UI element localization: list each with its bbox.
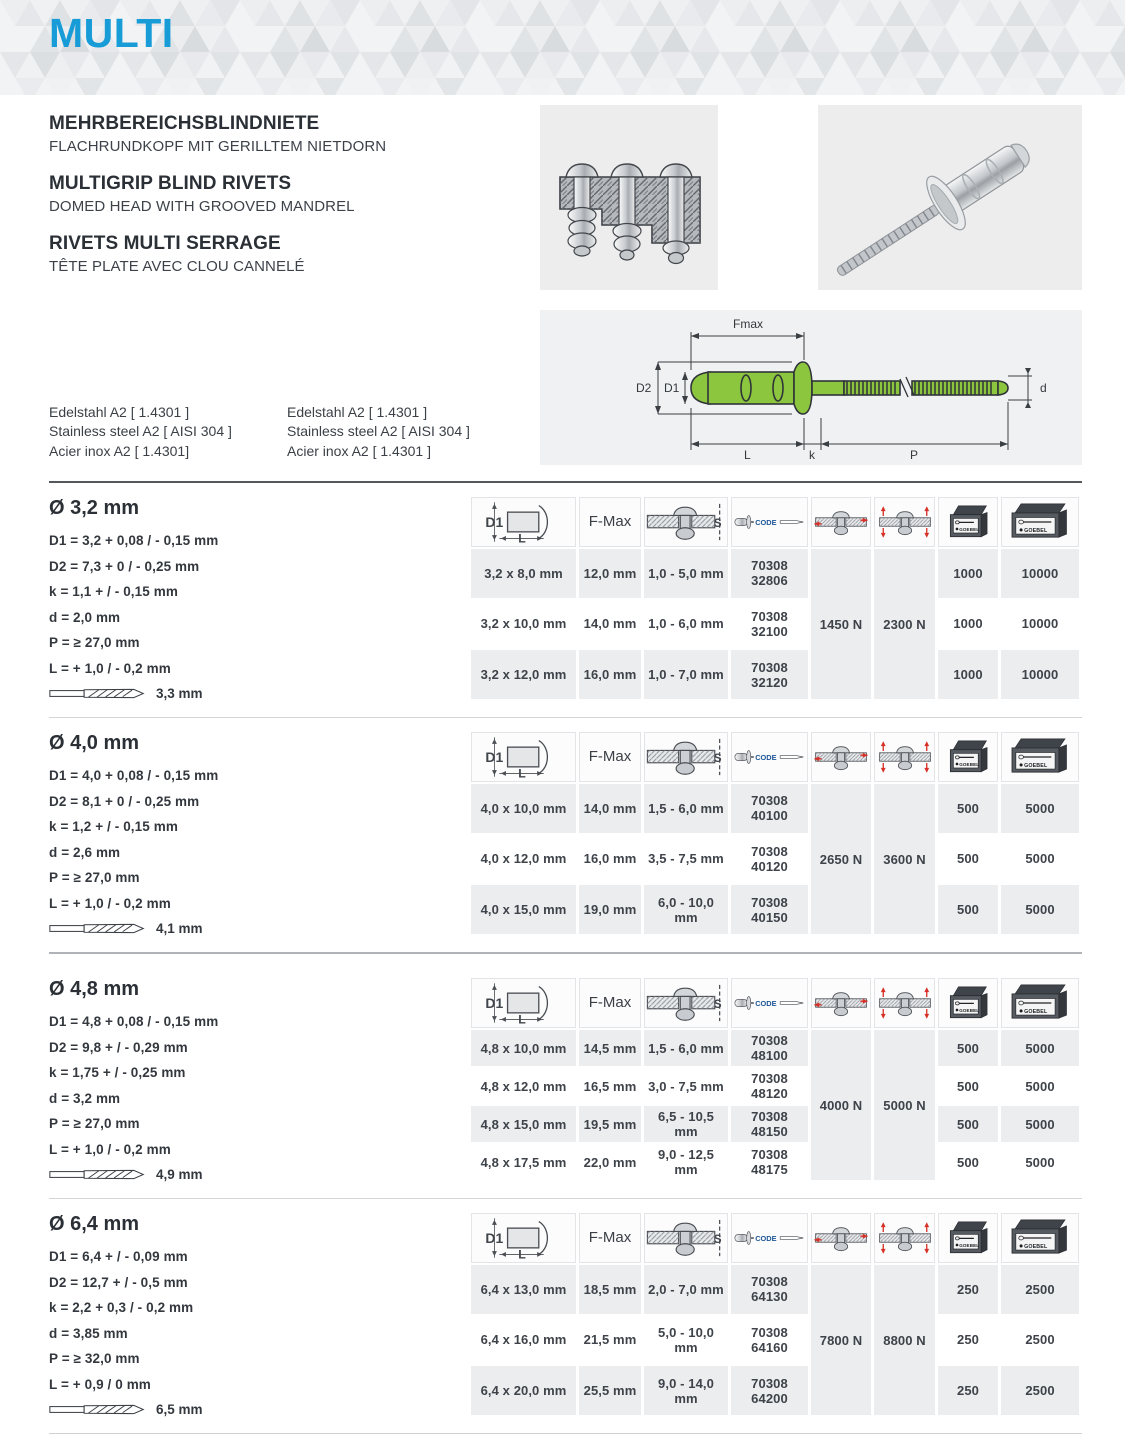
table-row: [471, 885, 1079, 934]
fmax-cell: 19,0 mm: [579, 885, 641, 934]
d2-label: D2: [636, 381, 652, 395]
fmax-cell: 14,0 mm: [579, 784, 641, 833]
spec-line: L = + 1,0 / - 0,2 mm: [49, 660, 171, 676]
material-line: Acier inox A2 [ 1.4301]: [49, 442, 190, 459]
heading-title: MEHRBEREICHSBLINDNIETE: [49, 113, 320, 134]
heading-german: [49, 113, 540, 155]
dimension-drawing: [540, 310, 1082, 465]
drill-size-line: [49, 921, 468, 936]
code-cell: 70308 48175: [731, 1144, 808, 1180]
material-specs: [49, 403, 540, 462]
grip-cell: 9,0 - 14,0 mm: [644, 1366, 728, 1415]
grip-cell: 1,5 - 6,0 mm: [644, 784, 728, 833]
product-image-multigrip: [540, 105, 718, 290]
large-box-icon: [1009, 980, 1071, 1026]
code-cell: 70308 40150: [731, 885, 808, 934]
spec-line: D2 = 7,3 + 0 / - 0,25 mm: [49, 558, 200, 574]
code-cell: 70308 48100: [731, 1030, 808, 1066]
size-cell: 4,0 x 10,0 mm: [471, 784, 576, 833]
heading-subtitle: TÊTE PLATE AVEC CLOU CANNELÉ: [49, 258, 305, 275]
size-cell: 4,8 x 15,0 mm: [471, 1106, 576, 1142]
code-cell: 70308 48120: [731, 1068, 808, 1104]
material-line: Acier inox A2 [ 1.4301 ]: [287, 442, 431, 459]
spec-line: d = 3,2 mm: [49, 1090, 121, 1106]
spec-line: P = ≥ 32,0 mm: [49, 1351, 140, 1366]
page-title: MULTI: [49, 10, 174, 56]
table-row: [471, 549, 1079, 598]
heading-french: [49, 233, 540, 275]
pack-large-cell: 5000: [1001, 1144, 1079, 1180]
drill-size: 4,9 mm: [156, 1167, 203, 1182]
k-label: k: [809, 448, 815, 462]
section-title: Ø 4,8 mm: [49, 978, 140, 1000]
code-cell: 70308 40100: [731, 784, 808, 833]
heading-subtitle: FLACHRUNDKOPF MIT GERILLTEM NIETDORN: [49, 138, 387, 155]
size-cell: 3,2 x 12,0 mm: [471, 650, 576, 699]
fmax-label: Fmax: [733, 317, 763, 331]
tensile-strength-icon: [876, 980, 934, 1026]
grip-cell: 9,0 - 12,5 mm: [644, 1144, 728, 1180]
pack-large-cell: 2500: [1001, 1366, 1079, 1415]
spec-line: D1 = 4,0 + 0,08 / - 0,15 mm: [49, 768, 219, 783]
page-banner: [0, 0, 1125, 95]
pack-small-cell: 250: [938, 1265, 998, 1314]
table-row: [471, 1144, 1079, 1180]
small-box-icon: [946, 980, 990, 1026]
d-label: d: [1040, 381, 1047, 395]
grip-range-icon: [646, 734, 726, 780]
table-header-row: [471, 497, 1079, 547]
large-box-icon: [1009, 734, 1071, 780]
code-cell: 70308 64160: [731, 1316, 808, 1365]
p-label: P: [910, 448, 919, 462]
fmax-cell: 21,5 mm: [579, 1316, 641, 1365]
drill-size: 4,1 mm: [156, 921, 203, 936]
code-cell: 70308 32100: [731, 600, 808, 649]
order-code-icon: [733, 740, 807, 774]
pack-small-cell: 500: [938, 1030, 998, 1066]
material-line: Stainless steel A2 [ AISI 304 ]: [287, 423, 470, 439]
fmax-cell: 18,5 mm: [579, 1265, 641, 1314]
spec-panel: [49, 976, 468, 1182]
heading-english: [49, 173, 540, 215]
pack-large-cell: 5000: [1001, 885, 1079, 934]
pack-small-cell: 500: [938, 1068, 998, 1104]
rivet-dimension-icon: [480, 980, 568, 1026]
size-cell: 4,0 x 12,0 mm: [471, 835, 576, 884]
section-title: Ø 6,4 mm: [49, 1213, 140, 1235]
pack-large-cell: 2500: [1001, 1316, 1079, 1365]
fmax-cell: 16,0 mm: [579, 835, 641, 884]
fmax-cell: 22,0 mm: [579, 1144, 641, 1180]
material-column-right: [287, 403, 525, 462]
spec-line: d = 2,0 mm: [49, 609, 121, 625]
l-label: L: [744, 448, 751, 462]
size-cell: 3,2 x 8,0 mm: [471, 549, 576, 598]
pack-small-cell: 1000: [938, 549, 998, 598]
spec-line: L = + 0,9 / 0 mm: [49, 1376, 151, 1392]
spec-line: P = ≥ 27,0 mm: [49, 870, 140, 885]
shear-strength-value: 1450 N: [811, 549, 871, 699]
table-row: [471, 784, 1079, 833]
pack-large-cell: 5000: [1001, 1030, 1079, 1066]
fmax-cell: 25,5 mm: [579, 1366, 641, 1415]
grip-cell: 1,5 - 6,0 mm: [644, 1030, 728, 1066]
order-code-icon: [733, 505, 807, 539]
grip-cell: 1,0 - 5,0 mm: [644, 549, 728, 598]
shear-strength-value: 2650 N: [811, 784, 871, 934]
pack-large-cell: 10000: [1001, 549, 1079, 598]
large-box-icon: [1009, 1215, 1071, 1261]
size-cell: 4,8 x 12,0 mm: [471, 1068, 576, 1104]
grip-cell: 6,5 - 10,5 mm: [644, 1106, 728, 1142]
tensile-strength-icon: [876, 499, 934, 545]
drill-bit-icon: [49, 922, 145, 935]
grip-cell: 3,5 - 7,5 mm: [644, 835, 728, 884]
spec-panel: [49, 1211, 468, 1417]
pack-large-cell: 5000: [1001, 1106, 1079, 1142]
small-box-icon: [946, 499, 990, 545]
size-cell: 3,2 x 10,0 mm: [471, 600, 576, 649]
small-box-icon: [946, 1215, 990, 1261]
material-column-left: [49, 403, 287, 462]
size-cell: 6,4 x 16,0 mm: [471, 1316, 576, 1365]
section-d48: [49, 954, 1082, 1198]
pack-large-cell: 10000: [1001, 600, 1079, 649]
table-row: [471, 1068, 1079, 1104]
grip-range-icon: [646, 1215, 726, 1261]
fmax-cell: 16,0 mm: [579, 650, 641, 699]
tensile-strength-icon: [876, 1215, 934, 1261]
order-code-icon: [733, 986, 807, 1020]
heading-subtitle: DOMED HEAD WITH GROOVED MANDREL: [49, 198, 355, 215]
code-cell: 70308 32120: [731, 650, 808, 699]
tensile-strength-value: 5000 N: [874, 1030, 935, 1180]
pack-small-cell: 500: [938, 835, 998, 884]
pack-large-cell: 5000: [1001, 784, 1079, 833]
fmax-header: F-Max: [588, 1229, 632, 1246]
pack-large-cell: 5000: [1001, 1068, 1079, 1104]
table-header-row: [471, 978, 1079, 1028]
spec-line: k = 1,1 + / - 0,15 mm: [49, 584, 178, 599]
shear-strength-icon: [812, 734, 870, 780]
heading-title: RIVETS MULTI SERRAGE: [49, 233, 281, 254]
rivet-table-d32: [468, 495, 1082, 701]
spec-line: L = + 1,0 / - 0,2 mm: [49, 1141, 171, 1157]
d1-label: D1: [664, 381, 680, 395]
technical-diagram: [540, 310, 1082, 465]
rivet-table-d48: [468, 976, 1082, 1182]
small-box-icon: [946, 734, 990, 780]
size-cell: 6,4 x 20,0 mm: [471, 1366, 576, 1415]
multigrip-illustration: [540, 105, 718, 290]
rivet-table-d40: [468, 730, 1082, 936]
fmax-cell: 19,5 mm: [579, 1106, 641, 1142]
spec-panel: [49, 730, 468, 936]
grip-cell: 1,0 - 7,0 mm: [644, 650, 728, 699]
section-title: Ø 3,2 mm: [49, 497, 140, 519]
pack-small-cell: 500: [938, 1106, 998, 1142]
rivet-photo: [818, 105, 1082, 290]
fmax-header: F-Max: [588, 994, 632, 1011]
table-row: [471, 1265, 1079, 1314]
grip-cell: 2,0 - 7,0 mm: [644, 1265, 728, 1314]
shear-strength-value: 7800 N: [811, 1265, 871, 1415]
pack-small-cell: 250: [938, 1366, 998, 1415]
fmax-cell: 16,5 mm: [579, 1068, 641, 1104]
material-line: Edelstahl A2 [ 1.4301 ]: [49, 403, 190, 420]
shear-strength-icon: [812, 980, 870, 1026]
table-row: [471, 1366, 1079, 1415]
table-row: [471, 600, 1079, 649]
drill-size-line: [49, 686, 468, 701]
grip-cell: 3,0 - 7,5 mm: [644, 1068, 728, 1104]
spec-line: k = 1,2 + / - 0,15 mm: [49, 819, 178, 834]
shear-strength-value: 4000 N: [811, 1030, 871, 1180]
spec-panel: [49, 495, 468, 701]
pack-small-cell: 500: [938, 1144, 998, 1180]
pack-large-cell: 2500: [1001, 1265, 1079, 1314]
order-code-icon: [733, 1221, 807, 1255]
grip-range-icon: [646, 499, 726, 545]
pack-small-cell: 1000: [938, 600, 998, 649]
tensile-strength-value: 2300 N: [874, 549, 935, 699]
pack-small-cell: 500: [938, 885, 998, 934]
section-d32: [49, 483, 1082, 717]
size-cell: 4,0 x 15,0 mm: [471, 885, 576, 934]
size-cell: 4,8 x 10,0 mm: [471, 1030, 576, 1066]
grip-cell: 1,0 - 6,0 mm: [644, 600, 728, 649]
spec-line: D1 = 6,4 + / - 0,09 mm: [49, 1249, 188, 1264]
section-d64: [49, 1199, 1082, 1433]
grip-range-icon: [646, 980, 726, 1026]
drill-bit-icon: [49, 1168, 145, 1181]
large-box-icon: [1009, 499, 1071, 545]
heading-title: MULTIGRIP BLIND RIVETS: [49, 173, 292, 194]
code-cell: 70308 32806: [731, 549, 808, 598]
fmax-header: F-Max: [588, 748, 632, 765]
section-d40: [49, 718, 1082, 952]
material-line: Stainless steel A2 [ AISI 304 ]: [49, 423, 232, 439]
product-image-rivet: [818, 105, 1082, 290]
table-row: [471, 1030, 1079, 1066]
intro-area: [49, 105, 1082, 475]
fmax-cell: 14,0 mm: [579, 600, 641, 649]
code-cell: 70308 48150: [731, 1106, 808, 1142]
rivet-table-d64: [468, 1211, 1082, 1417]
table-row: [471, 835, 1079, 884]
pack-small-cell: 1000: [938, 650, 998, 699]
rivet-dimension-icon: [480, 499, 568, 545]
code-cell: 70308 64130: [731, 1265, 808, 1314]
tensile-strength-value: 8800 N: [874, 1265, 935, 1415]
spec-line: P = ≥ 27,0 mm: [49, 1116, 140, 1131]
material-line: Edelstahl A2 [ 1.4301 ]: [287, 403, 428, 420]
shear-strength-icon: [812, 1215, 870, 1261]
size-cell: 4,8 x 17,5 mm: [471, 1144, 576, 1180]
pack-small-cell: 500: [938, 784, 998, 833]
section-title: Ø 4,0 mm: [49, 732, 140, 754]
spec-line: d = 2,6 mm: [49, 844, 121, 860]
code-cell: 70308 64200: [731, 1366, 808, 1415]
spec-line: D1 = 4,8 + 0,08 / - 0,15 mm: [49, 1014, 219, 1029]
spec-line: d = 3,85 mm: [49, 1325, 128, 1341]
drill-size-line: [49, 1167, 468, 1182]
pack-large-cell: 5000: [1001, 835, 1079, 884]
drill-size-line: [49, 1402, 468, 1417]
drill-size: 6,5 mm: [156, 1402, 203, 1417]
grip-cell: 5,0 - 10,0 mm: [644, 1316, 728, 1365]
fmax-header: F-Max: [588, 513, 632, 530]
pack-large-cell: 10000: [1001, 650, 1079, 699]
rivet-dimension-icon: [480, 734, 568, 780]
spec-line: D2 = 12,7 + / - 0,5 mm: [49, 1274, 188, 1290]
tensile-strength-value: 3600 N: [874, 784, 935, 934]
table-header-row: [471, 1213, 1079, 1263]
table-row: [471, 650, 1079, 699]
spec-line: L = + 1,0 / - 0,2 mm: [49, 895, 171, 911]
pack-small-cell: 250: [938, 1316, 998, 1365]
drill-size: 3,3 mm: [156, 686, 203, 701]
grip-cell: 6,0 - 10,0 mm: [644, 885, 728, 934]
table-row: [471, 1106, 1079, 1142]
spec-line: D2 = 8,1 + 0 / - 0,25 mm: [49, 793, 200, 809]
spec-line: D1 = 3,2 + 0,08 / - 0,15 mm: [49, 533, 219, 548]
table-row: [471, 1316, 1079, 1365]
rivet-dimension-icon: [480, 1215, 568, 1261]
tensile-strength-icon: [876, 734, 934, 780]
drill-bit-icon: [49, 687, 145, 700]
spec-line: k = 1,75 + / - 0,25 mm: [49, 1065, 186, 1080]
fmax-cell: 12,0 mm: [579, 549, 641, 598]
table-header-row: [471, 732, 1079, 782]
size-cell: 6,4 x 13,0 mm: [471, 1265, 576, 1314]
code-cell: 70308 40120: [731, 835, 808, 884]
spec-line: k = 2,2 + 0,3 / - 0,2 mm: [49, 1300, 194, 1315]
spec-line: P = ≥ 27,0 mm: [49, 635, 140, 650]
spec-line: D2 = 9,8 + / - 0,29 mm: [49, 1039, 188, 1055]
fmax-cell: 14,5 mm: [579, 1030, 641, 1066]
drill-bit-icon: [49, 1403, 145, 1416]
shear-strength-icon: [812, 499, 870, 545]
